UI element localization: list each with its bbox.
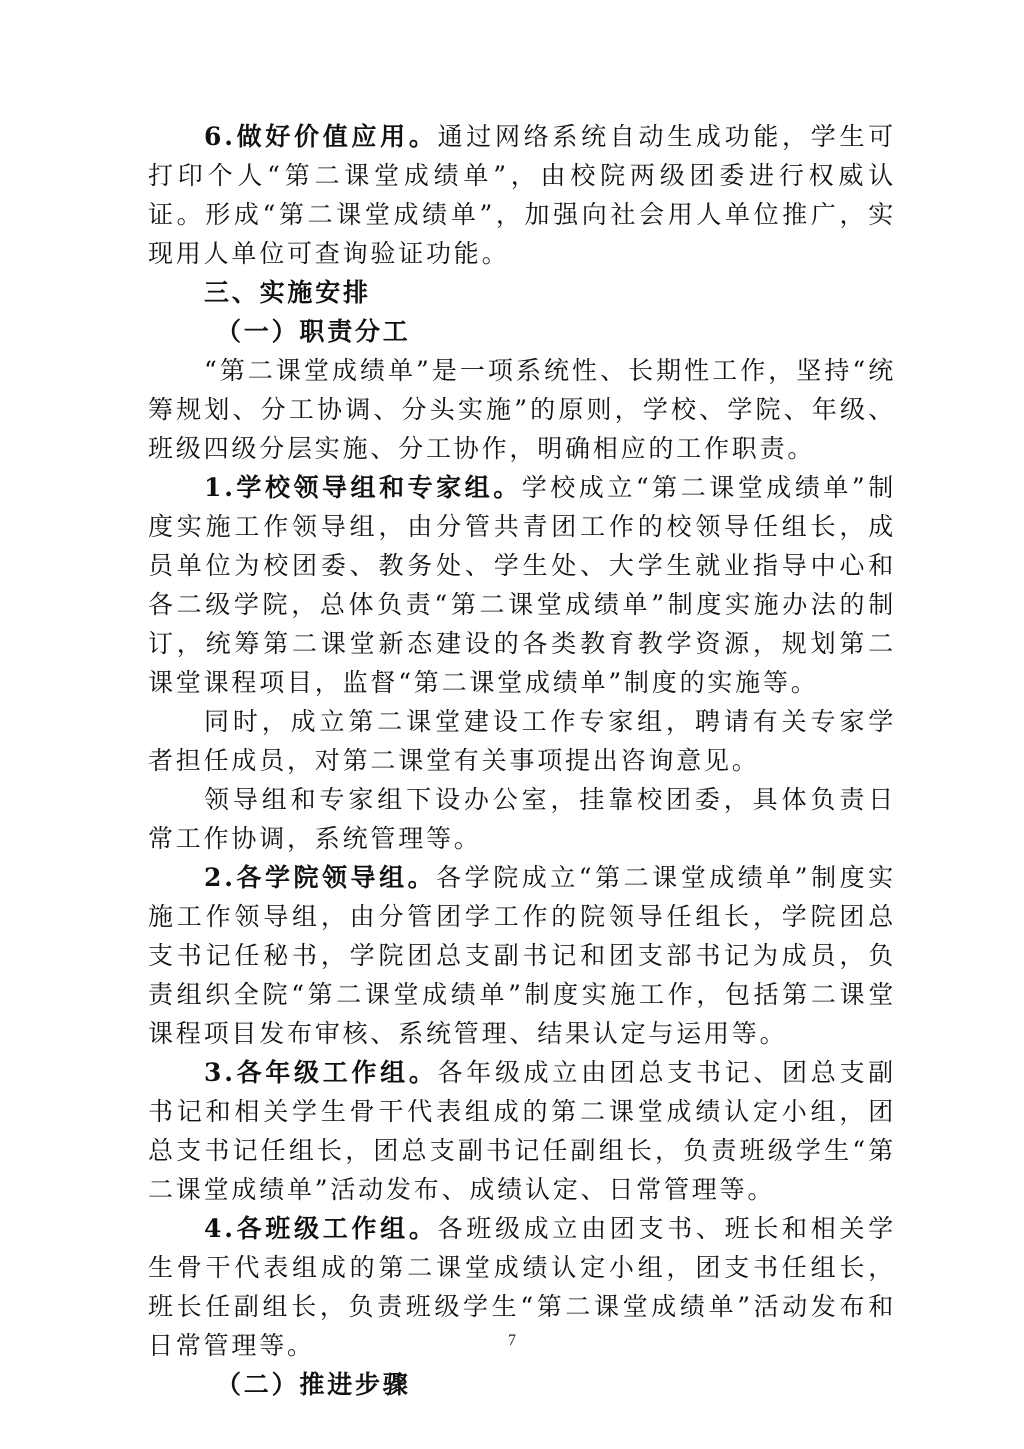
page-number: 7 [508, 1332, 516, 1349]
paragraph-text: 学校成立“第二课堂成绩单”制度实施工作领导组，由分管共青团工作的校领导任组长，成员单位为校团委、教务处、学生处、大学生就业指导中心和各二级学院，总体负责“第二课堂成绩单”制度实施办法的制订，统筹第二课堂新态建设的各类教育教学资源，规划第二课堂课程项目，监督“第二课堂成绩单”制度的实施等。 [148, 473, 897, 697]
paragraph-lead: 2.各学院领导组。 [204, 863, 437, 892]
document-body [148, 117, 896, 1404]
paragraph-college-group [148, 858, 896, 1053]
subsection-heading-steps: （二）推进步骤 [216, 1370, 411, 1399]
paragraph-text: 通过网络系统自动生成功能，学生可打印个人“第二课堂成绩单”，由校院两级团委进行权威认证。形成“第二课堂成绩单”，加强向社会用人单位推广，实现用人单位可查询验证功能。 [148, 122, 896, 268]
paragraph-lead: 3.各年级工作组。 [204, 1058, 438, 1087]
section-heading-implementation: 三、实施安排 [204, 278, 371, 307]
paragraph-expert-group [148, 702, 896, 780]
paragraph-grade-group [148, 1053, 896, 1209]
paragraph-text: 各年级成立由团总支书记、团总支副书记和相关学生骨干代表组成的第二课堂成绩认定小组，团总支书记任组长，团总支副书记任副组长，负责班级学生“第二课堂成绩单”活动发布、成绩认定、日常管理等。 [148, 1058, 896, 1204]
paragraph-lead: 4.各班级工作组。 [204, 1214, 438, 1243]
paragraph-text: 各学院成立“第二课堂成绩单”制度实施工作领导组，由分管团学工作的院领导任组长，学院团总支书记任秘书，学院团总支副书记和团支部书记为成员，负责组织全院“第二课堂成绩单”制度实施工作，包括第二课堂课程项目发布审核、系统管理、结果认定与运用等。 [148, 863, 896, 1048]
paragraph-value-application [148, 117, 896, 273]
paragraph-text: 领导组和专家组下设办公室，挂靠校团委，具体负责日常工作协调，系统管理等。 [148, 785, 896, 853]
paragraph-text: 同时，成立第二课堂建设工作专家组，聘请有关专家学者担任成员，对第二课堂有关事项提出咨询意见。 [148, 707, 896, 775]
paragraph-lead: 6.做好价值应用。 [204, 122, 438, 151]
paragraph-text: “第二课堂成绩单”是一项系统性、长期性工作，坚持“统筹规划、分工协调、分头实施”的原则，学校、学院、年级、班级四级分层实施、分工协作，明确相应的工作职责。 [148, 356, 896, 463]
paragraph-overview [148, 351, 896, 468]
paragraph-text: 各班级成立由团支书、班长和相关学生骨干代表组成的第二课堂成绩认定小组，团支书任组长，班长任副组长，负责班级学生“第二课堂成绩单”活动发布和日常管理等。 [148, 1214, 896, 1360]
paragraph-office [148, 780, 896, 858]
paragraph-school-group [148, 468, 896, 702]
paragraph-lead: 1.学校领导组和专家组。 [204, 473, 522, 502]
subsection-heading-division: （一）职责分工 [216, 317, 411, 346]
